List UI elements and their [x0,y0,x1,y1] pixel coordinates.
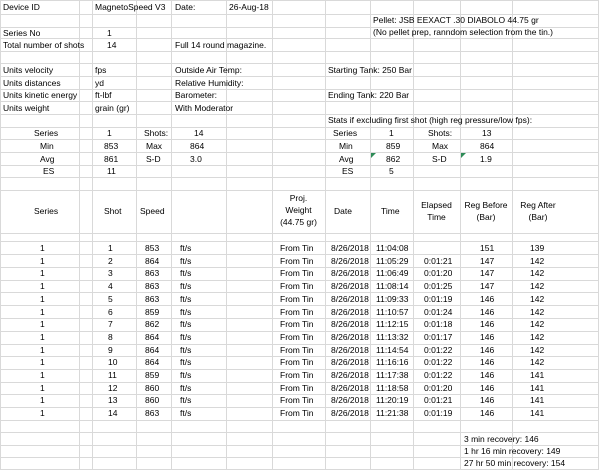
series-no-value: 1 [107,28,112,38]
cell-date: 8/26/2018 [331,395,369,405]
excl-min-value: 859 [386,141,401,151]
cell-reg-before: 146 [480,408,495,418]
cell-time: 11:04:08 [376,243,409,253]
stats-sd-value: 3.0 [190,154,202,164]
cell-reg-before: 146 [480,294,495,304]
cell-series: 1 [40,408,45,418]
header-weight: Weight [285,205,312,215]
stats-es-value: 11 [107,166,116,176]
excl-es-label: ES [342,166,354,176]
cell-series: 1 [40,243,45,253]
stats-min-value: 853 [104,141,119,151]
units-distances-label: Units distances [3,78,61,88]
excl-sd-label: S-D [432,154,447,164]
header-shot: Shot [104,206,122,216]
stats-series-label: Series [34,128,59,138]
cell-reg-after: 142 [530,256,545,266]
outside-air-label: Outside Air Temp: [175,65,242,75]
units-energy-label: Units kinetic energy [3,90,78,100]
cell-speed: 863 [145,281,160,291]
cell-reg-after: 142 [530,357,545,367]
cell-reg-before: 146 [480,332,495,342]
cell-reg-before: 146 [480,383,495,393]
cell-speed: 853 [145,243,160,253]
cell-series: 1 [40,383,45,393]
cell-shot: 5 [108,294,113,304]
stats-avg-value: 861 [104,154,119,164]
stats-sd-label: S-D [146,154,161,164]
units-velocity-label: Units velocity [3,65,54,75]
excl-series-label: Series [333,128,358,138]
cell-date: 8/26/2018 [331,370,369,380]
cell-elapsed: 0:01:20 [424,383,453,393]
recovery-3min: 3 min recovery: 146 [464,434,539,444]
cell-reg-before: 146 [480,307,495,317]
cell-reg-before: 151 [480,243,495,253]
cell-reg-before: 146 [480,357,495,367]
cell-reg-before: 146 [480,345,495,355]
header-reg-before: Reg Before [464,200,508,210]
cell-unit: ft/s [180,294,192,304]
cell-series: 1 [40,268,45,278]
cell-elapsed: 0:01:21 [424,256,453,266]
cell-elapsed: 0:01:20 [424,268,453,278]
cell-elapsed: 0:01:19 [424,408,453,418]
cell-series: 1 [40,332,45,342]
cell-series: 1 [40,294,45,304]
cell-series: 1 [40,319,45,329]
units-weight-value: grain (gr) [95,103,130,113]
cell-date: 8/26/2018 [331,281,369,291]
cell-time: 11:05:29 [376,256,409,266]
cell-elapsed: 0:01:22 [424,370,453,380]
cell-unit: ft/s [180,281,192,291]
cell-time: 11:09:33 [376,294,409,304]
stats-min-label: Min [40,141,54,151]
header-reg-before-unit: (Bar) [476,212,496,222]
cell-speed: 863 [145,408,160,418]
excl-shots-label: Shots: [428,128,453,138]
cell-time: 11:20:19 [376,395,409,405]
header-elapsed: Elapsed [421,200,452,210]
cell-reg-after: 142 [530,345,545,355]
cell-unit: ft/s [180,395,192,405]
excl-es-value: 5 [389,166,394,176]
cell-reg-before: 147 [480,281,495,291]
cell-time: 11:18:58 [376,383,409,393]
cell-unit: ft/s [180,345,192,355]
cell-shot: 8 [108,332,113,342]
cell-projectile: From Tin [280,268,314,278]
cell-unit: ft/s [180,357,192,367]
cell-speed: 860 [145,395,160,405]
header-time: Time [381,206,400,216]
cell-series: 1 [40,345,45,355]
cell-reg-after: 142 [530,319,545,329]
cell-date: 8/26/2018 [331,345,369,355]
cell-unit: ft/s [180,370,192,380]
cell-date: 8/26/2018 [331,408,369,418]
cell-projectile: From Tin [280,307,314,317]
cell-date: 8/26/2018 [331,307,369,317]
cell-shot: 2 [108,256,113,266]
cell-elapsed: 0:01:17 [424,332,453,342]
units-velocity-value: fps [95,65,107,75]
cell-date: 8/26/2018 [331,256,369,266]
cell-elapsed: 0:01:22 [424,357,453,367]
stats-es-label: ES [43,166,55,176]
cell-time: 11:08:14 [376,281,409,291]
cell-speed: 864 [145,345,160,355]
cell-reg-after: 142 [530,332,545,342]
device-id-value: MagnetoSpeed V3 [95,2,166,12]
stats-series-value: 1 [107,128,112,138]
cell-date: 8/26/2018 [331,357,369,367]
excl-max-label: Max [432,141,449,151]
recovery-27hr: 27 hr 50 min recovery: 154 [464,458,566,468]
cell-reg-after: 141 [530,370,545,380]
header-reg-after: Reg After [520,200,556,210]
cell-date: 8/26/2018 [331,294,369,304]
cell-shot: 11 [108,370,117,380]
cell-shot: 14 [108,408,118,418]
cell-speed: 864 [145,256,160,266]
cell-projectile: From Tin [280,395,314,405]
cell-series: 1 [40,370,45,380]
cell-projectile: From Tin [280,408,314,418]
cell-note-marker [371,153,376,158]
excl-shots-value: 13 [482,128,492,138]
cell-shot: 13 [108,395,118,405]
humidity-label: Relative Humidity: [175,78,244,88]
cell-speed: 863 [145,268,160,278]
cell-shot: 12 [108,383,118,393]
header-proj: Proj. [289,193,308,203]
cell-series: 1 [40,256,45,266]
cell-reg-before: 146 [480,395,495,405]
cell-projectile: From Tin [280,256,314,266]
excl-avg-label: Avg [339,154,354,164]
cell-projectile: From Tin [280,345,314,355]
cell-reg-before: 147 [480,268,495,278]
magazine-note: Full 14 round magazine. [175,40,267,50]
cell-unit: ft/s [180,332,192,342]
cell-projectile: From Tin [280,383,314,393]
cell-reg-after: 139 [530,243,545,253]
cell-projectile: From Tin [280,332,314,342]
cell-elapsed: 0:01:22 [424,345,453,355]
header-series: Series [34,206,59,216]
date-label: Date: [175,2,196,12]
cell-time: 11:12:15 [376,319,409,329]
cell-projectile: From Tin [280,294,314,304]
header-reg-after-unit: (Bar) [528,212,548,222]
pellet-note: (No pellet prep, ranndom selection from the tin.) [373,27,554,37]
excl-sd-value: 1.9 [480,154,492,164]
cell-unit: ft/s [180,256,192,266]
cell-shot: 3 [108,268,113,278]
excl-min-label: Min [339,141,353,151]
cell-reg-before: 146 [480,319,495,329]
units-weight-label: Units weight [3,103,50,113]
cell-series: 1 [40,281,45,291]
cell-time: 11:21:38 [376,408,409,418]
cell-projectile: From Tin [280,281,314,291]
stats-max-label: Max [146,141,163,151]
device-id-label: Device ID [3,2,40,12]
barometer-label: Barometer: [175,90,218,100]
cell-projectile: From Tin [280,357,314,367]
cell-speed: 863 [145,294,160,304]
cell-series: 1 [40,307,45,317]
cell-projectile: From Tin [280,370,314,380]
cell-shot: 10 [108,357,118,367]
cell-shot: 4 [108,281,113,291]
cell-shot: 6 [108,307,113,317]
cell-reg-after: 142 [530,307,545,317]
cell-reg-after: 141 [530,383,545,393]
header-date: Date [334,206,352,216]
cell-time: 11:14:54 [376,345,409,355]
header-weight-unit: (44.75 gr) [280,217,317,227]
cell-shot: 9 [108,345,113,355]
cell-time: 11:06:49 [376,268,409,278]
cell-time: 11:13:32 [376,332,409,342]
cell-speed: 860 [145,383,160,393]
stats-excl-title: Stats if excluding first shot (high reg pressure/low fps): [328,115,533,125]
cell-unit: ft/s [180,307,192,317]
cell-elapsed: 0:01:21 [424,395,453,405]
stats-shots-value: 14 [194,128,204,138]
cell-reg-after: 141 [530,408,545,418]
moderator-label: With Moderator [175,103,234,113]
cell-date: 8/26/2018 [331,319,369,329]
pellet-text: Pellet: JSB EEXACT .30 DIABOLO 44.75 gr [373,15,539,25]
cell-series: 1 [40,395,45,405]
cell-reg-before: 146 [480,370,495,380]
units-energy-value: ft-lbf [95,90,112,100]
series-no-label: Series No [3,28,41,38]
cell-elapsed: 0:01:19 [424,294,453,304]
stats-shots-label: Shots: [144,128,169,138]
cell-reg-after: 142 [530,268,545,278]
ending-tank: Ending Tank: 220 Bar [328,90,410,100]
date-value: 26-Aug-18 [229,2,269,12]
cell-projectile: From Tin [280,243,314,253]
cell-date: 8/26/2018 [331,243,369,253]
cell-unit: ft/s [180,268,192,278]
cell-date: 8/26/2018 [331,383,369,393]
cell-speed: 864 [145,357,160,367]
cell-reg-before: 147 [480,256,495,266]
cell-elapsed: 0:01:25 [424,281,453,291]
cell-speed: 859 [145,370,160,380]
stats-max-value: 864 [190,141,205,151]
stats-avg-label: Avg [40,154,55,164]
cell-shot: 7 [108,319,113,329]
cell-elapsed: 0:01:24 [424,307,453,317]
total-shots-label: Total number of shots [3,40,85,50]
cell-reg-after: 142 [530,281,545,291]
cell-time: 11:10:57 [376,307,409,317]
cell-projectile: From Tin [280,319,314,329]
starting-tank: Starting Tank: 250 Bar [328,65,412,75]
excl-max-value: 864 [480,141,495,151]
cell-speed: 864 [145,332,160,342]
excl-series-value: 1 [389,128,394,138]
cell-reg-after: 141 [530,395,545,405]
cell-date: 8/26/2018 [331,332,369,342]
cell-speed: 859 [145,307,160,317]
cell-date: 8/26/2018 [331,268,369,278]
header-elapsed-time: Time [427,212,446,222]
cell-note-marker [461,153,466,158]
cell-unit: ft/s [180,243,192,253]
cell-time: 11:17:38 [376,370,409,380]
cell-series: 1 [40,357,45,367]
cell-shot: 1 [108,243,113,253]
cell-unit: ft/s [180,383,192,393]
total-shots-value: 14 [107,40,117,50]
excl-avg-value: 862 [386,154,401,164]
cell-time: 11:16:16 [376,357,409,367]
cell-speed: 862 [145,319,160,329]
cell-reg-after: 142 [530,294,545,304]
cell-unit: ft/s [180,408,192,418]
header-speed: Speed [140,206,165,216]
units-distances-value: yd [95,78,104,88]
cell-unit: ft/s [180,319,192,329]
cell-elapsed: 0:01:18 [424,319,453,329]
recovery-1hr: 1 hr 16 min recovery: 149 [464,446,561,456]
